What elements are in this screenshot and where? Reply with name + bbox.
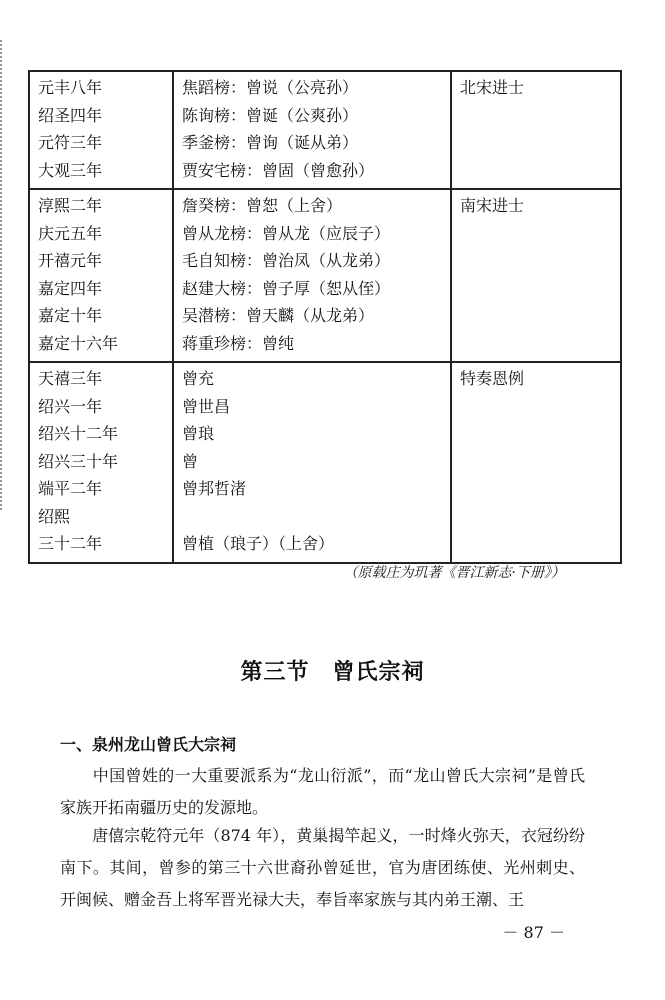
name-entry: 焦蹈榜：曾说（公亮孙） xyxy=(182,78,359,97)
year-entry: 大观三年 xyxy=(38,160,103,180)
year-entry: 嘉定四年 xyxy=(38,278,103,298)
year-entry: 嘉定十年 xyxy=(38,306,103,325)
name-entry: 詹癸榜：曾恕（上舍） xyxy=(182,196,343,215)
name-entry: 曾邦哲渚 xyxy=(182,479,247,498)
year-cell xyxy=(29,362,173,563)
year-entry: 庆元五年 xyxy=(38,223,103,243)
year-entry: 端平二年 xyxy=(38,479,103,498)
year-entry: 绍熙 xyxy=(38,506,71,526)
year-entry: 嘉定十六年 xyxy=(38,333,119,353)
name-entry: 贾安宅榜：曾固（曾愈孙） xyxy=(182,160,375,180)
year-entry: 开禧元年 xyxy=(38,251,103,270)
year-entry: 天禧三年 xyxy=(38,369,103,388)
year-entry: 绍兴三十年 xyxy=(38,451,119,471)
name-entry: 季釜榜：曾询（诞从弟） xyxy=(182,133,359,152)
name-cell xyxy=(173,189,451,362)
name-entry: 曾琅 xyxy=(182,424,215,443)
name-entry: 吴潜榜：曾天麟（从龙弟） xyxy=(182,306,375,325)
category-label: 北宋进士 xyxy=(460,78,525,97)
section-title: 第三节 曾氏宗祠 xyxy=(240,660,425,685)
category-cell xyxy=(451,362,621,563)
year-entry: 元丰八年 xyxy=(38,78,103,97)
source-citation: （原载庄为玑著《晋江新志·下册》） xyxy=(343,565,565,581)
page-number: － 87 － xyxy=(502,923,565,942)
name-entry: 蒋重珍榜：曾纯 xyxy=(182,333,295,353)
year-cell xyxy=(29,71,173,189)
year-cell xyxy=(29,189,173,362)
name-entry xyxy=(182,503,442,531)
year-entry: 绍兴十二年 xyxy=(38,424,119,443)
year-entry: 元符三年 xyxy=(38,133,103,152)
category-label: 特奏恩例 xyxy=(460,369,525,388)
subsection-heading: 一、泉州龙山曾氏大宗祠 xyxy=(60,735,237,754)
name-entry: 陈询榜：曾诞（公爽孙） xyxy=(182,105,359,125)
body-paragraph xyxy=(60,820,585,916)
table-row xyxy=(29,189,621,362)
name-entry: 曾充 xyxy=(182,369,215,388)
year-entry: 绍圣四年 xyxy=(38,105,103,125)
category-label: 南宋进士 xyxy=(460,196,525,215)
table-row xyxy=(29,71,621,189)
paragraph-text: 唐僖宗乾符元年（874 年），黄巢揭竿起义，一时烽火弥天，衣冠纷纷南下。其间，曾参的第三十六世裔孙曾延世，官为唐团练使、光州刺史、开闽候、赠金吾上将军晋光禄大夫，奉旨率家族与其内弟王潮、王 xyxy=(60,826,585,909)
jinshi-records-table xyxy=(28,70,622,564)
category-cell xyxy=(451,71,621,189)
year-entry: 淳熙二年 xyxy=(38,196,103,215)
name-cell xyxy=(173,71,451,189)
category-cell xyxy=(451,189,621,362)
year-entry: 绍兴一年 xyxy=(38,396,103,416)
name-cell xyxy=(173,362,451,563)
year-entry: 三十二年 xyxy=(38,534,103,553)
name-entry: 曾世昌 xyxy=(182,396,231,416)
name-entry: 曾从龙榜：曾从龙（应辰子） xyxy=(182,223,391,243)
table-row xyxy=(29,362,621,563)
name-entry: 赵建大榜：曾子厚（恕从侄） xyxy=(182,278,391,298)
body-paragraph xyxy=(60,760,585,824)
paragraph-text: 中国曾姓的一大重要派系为“龙山衍派”，而“龙山曾氏大宗祠”是曾氏家族开拓南疆历史的发源地。 xyxy=(60,766,585,817)
page-edge-shadow xyxy=(0,40,6,510)
name-entry: 曾植（琅子）（上舍） xyxy=(182,534,335,553)
name-entry: 曾 xyxy=(182,451,199,471)
name-entry: 毛自知榜：曾治凤（从龙弟） xyxy=(182,251,391,270)
